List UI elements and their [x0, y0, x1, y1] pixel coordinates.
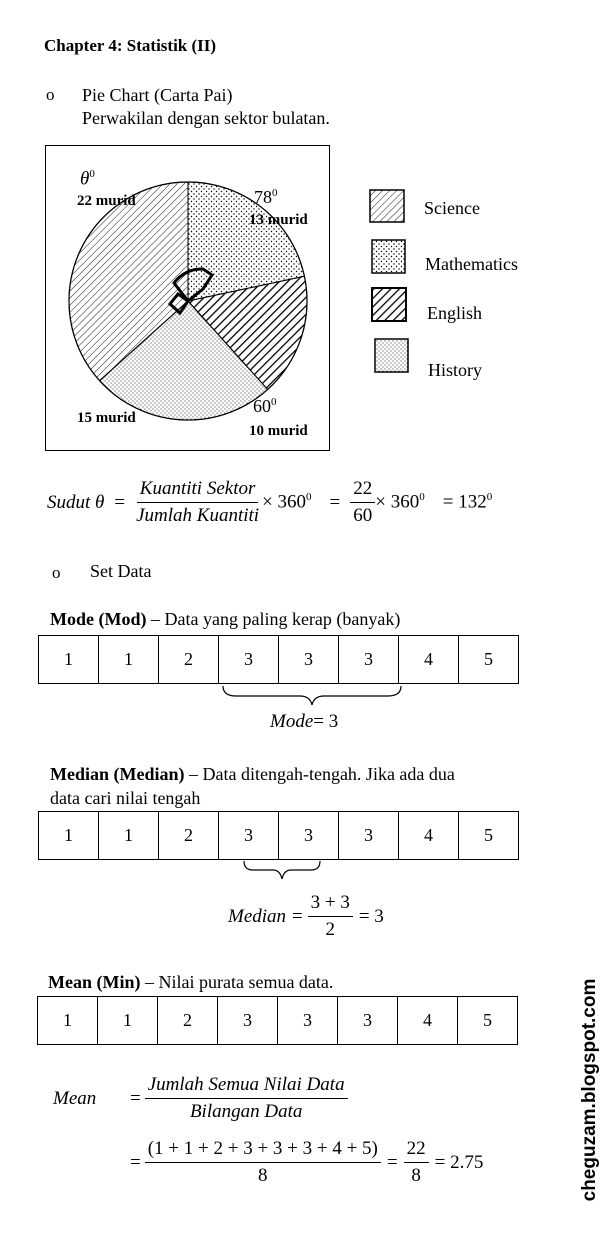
fraction-numerator: Kuantiti Sektor — [137, 478, 259, 503]
fraction-numerator-2: 22 — [350, 478, 375, 503]
data-cell: 3 — [338, 997, 398, 1045]
data-cell: 4 — [399, 812, 459, 860]
data-cell: 4 — [399, 636, 459, 684]
median-heading-line2: data cari nilai tengah — [50, 788, 201, 808]
median-result: = 3 — [358, 905, 384, 927]
data-cell: 1 — [39, 812, 99, 860]
mean-fraction — [145, 1074, 348, 1123]
fraction-denominator-2: 60 — [353, 505, 373, 526]
median-formula — [228, 892, 384, 941]
equals-sign: = — [386, 1151, 398, 1173]
mean-heading: Mean (Min) – Nilai purata semua data. — [48, 972, 334, 992]
data-cell: 1 — [98, 997, 158, 1045]
sudut-label: Sudut θ — [47, 491, 105, 513]
median-fraction — [308, 892, 353, 941]
fraction-denominator: 2 — [325, 919, 335, 940]
sector-label-science: 22 murid — [77, 193, 136, 209]
data-cell: 3 — [279, 812, 339, 860]
pie-section-subtitle: Perwakilan dengan sektor bulatan. — [82, 108, 330, 128]
fraction-denominator: Bilangan Data — [189, 1101, 303, 1122]
data-cell: 3 — [339, 812, 399, 860]
data-cell: 5 — [458, 997, 518, 1045]
mean-sum-fraction — [145, 1138, 381, 1187]
mean-formula-line1 — [130, 1074, 348, 1123]
sector-label-history: 15 murid — [77, 410, 136, 426]
fraction-numerator: (1 + 1 + 2 + 3 + 3 + 3 + 4 + 5) — [145, 1138, 381, 1163]
data-cell: 4 — [398, 997, 458, 1045]
legend-label-science: Science — [424, 198, 480, 218]
data-cell: 3 — [279, 636, 339, 684]
page-title: Chapter 4: Statistik (II) — [44, 36, 217, 55]
data-cell: 1 — [99, 636, 159, 684]
pie-chart — [0, 0, 605, 460]
mode-formula: Mode= 3 — [270, 711, 339, 732]
mean-simple-fraction — [404, 1138, 429, 1187]
sudut-fraction — [133, 478, 262, 527]
set-data-title: Set Data — [90, 561, 152, 581]
sudut-fraction-2 — [350, 478, 375, 527]
sector-label-mathematics: 13 murid — [249, 212, 308, 228]
data-cell: 2 — [158, 997, 218, 1045]
sector-label-english: 10 murid — [249, 423, 308, 439]
median-formula-label: Median = — [228, 905, 304, 927]
median-heading: Median (Median) – Data ditengah-tengah. Jika ada dua — [50, 764, 455, 784]
mean-data-table — [37, 996, 518, 1045]
equals-sign: = — [130, 1151, 141, 1173]
data-cell: 3 — [339, 636, 399, 684]
data-cell: 1 — [38, 997, 98, 1045]
data-cell: 3 — [278, 997, 338, 1045]
mean-label: Mean — [53, 1088, 97, 1109]
angle-label-60: $60^0$ — [253, 396, 277, 416]
legend-label-mathematics: Mathematics — [425, 254, 518, 274]
fraction-numerator: Jumlah Semua Nilai Data — [145, 1074, 348, 1099]
data-cell: 5 — [459, 812, 519, 860]
fraction-numerator: 22 — [404, 1138, 429, 1163]
times-360: × $360^0$ — [262, 491, 312, 513]
data-cell: 1 — [99, 812, 159, 860]
mode-heading: Mode (Mod) – Data yang paling kerap (banyak) — [50, 609, 401, 629]
fraction-numerator: 3 + 3 — [308, 892, 353, 917]
theta-label: $\theta^0$ — [80, 168, 95, 190]
mode-data-table — [38, 635, 519, 684]
legend-label-history: History — [428, 360, 482, 380]
equals-sign: = — [130, 1087, 141, 1109]
pie-section-title: Pie Chart (Carta Pai) — [82, 85, 233, 105]
legend-box-mathematics — [372, 240, 405, 273]
bullet: o — [46, 85, 55, 104]
legend-box-science — [370, 190, 404, 222]
mode-brace — [220, 683, 404, 707]
fraction-denominator: 8 — [258, 1165, 268, 1186]
data-cell: 3 — [218, 997, 278, 1045]
angle-label-78: $78^0$ — [254, 187, 278, 207]
fraction-denominator: Jumlah Kuantiti — [136, 505, 260, 526]
equals-sign: = — [114, 491, 126, 513]
mean-formula-line2 — [130, 1138, 483, 1187]
legend-box-english — [372, 288, 406, 321]
data-cell: 3 — [219, 636, 279, 684]
data-cell: 2 — [159, 636, 219, 684]
median-data-table — [38, 811, 519, 860]
bullet-set-data: o — [52, 563, 61, 582]
legend-box-history — [375, 339, 408, 372]
times-360-2: × $360^0$ — [375, 491, 425, 513]
equals-sign-2: = — [329, 491, 341, 513]
data-cell: 1 — [39, 636, 99, 684]
sudut-formula — [47, 478, 492, 527]
mean-result: = 2.75 — [434, 1151, 484, 1173]
data-cell: 3 — [219, 812, 279, 860]
median-brace — [241, 858, 323, 882]
fraction-denominator: 8 — [411, 1165, 421, 1186]
data-cell: 2 — [159, 812, 219, 860]
sudut-result: = $132^0$ — [442, 491, 493, 513]
data-cell: 5 — [459, 636, 519, 684]
legend-label-english: English — [427, 303, 483, 323]
watermark: cheguzam.blogspot.com — [579, 978, 600, 1202]
